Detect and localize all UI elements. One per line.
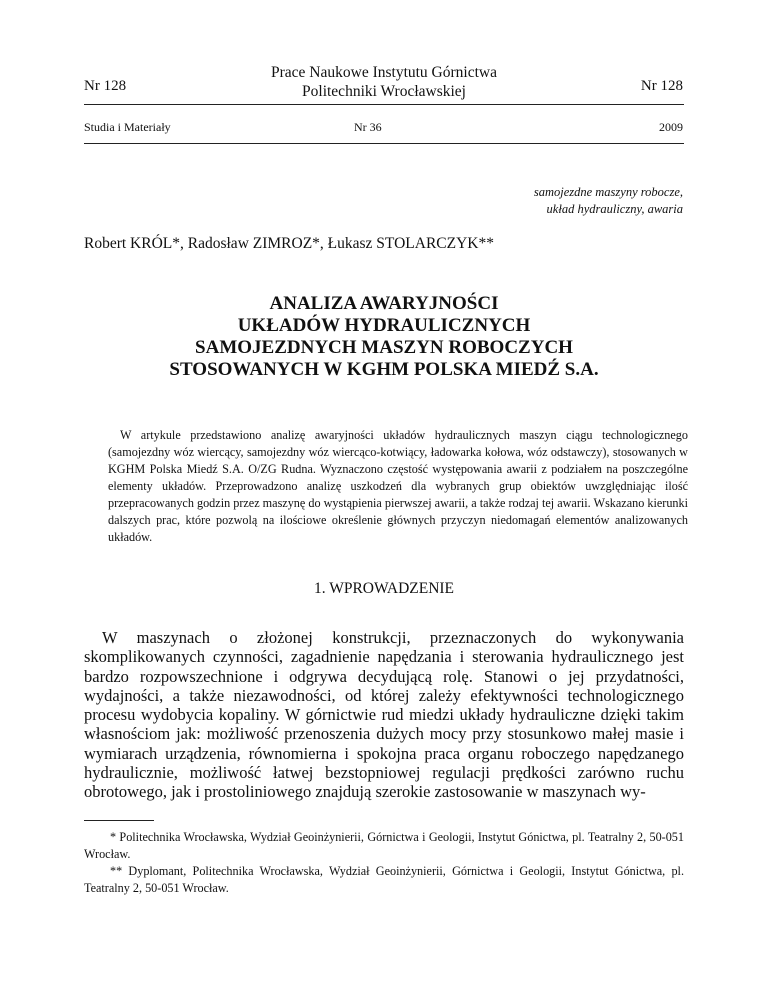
body-paragraph: W maszynach o złożonej konstrukcji, przeznaczonych do wykonywania skomplikowanych czynności, zagadnienie napędzania i sterowania hydraulicznego jest bardzo rozpowszechnione i odgrywa decydującą rolę. Stanowi o jej przydatności, wydajności, a także niezawodności, od której zależy efektywności technologicznego procesu wydobycia kopaliny. W górnictwie rud miedzi układy hydrauliczne dzięki takim własnościom jak: możliwość przenoszenia dużych mocy przy stosunkowo małej masie i wymiarach urządzenia, równomierna i spokojna praca organu roboczego napędzanego hydraulicznie, możliwość łatwej bezstopniowej regulacji prędkości zarówno ruchu obrotowego, jak i prostoliniowego znajdują szerokie zastosowanie w maszynach wy- [84, 628, 684, 802]
paper-title-line2: UKŁADÓW HYDRAULICZNYCH [237, 315, 531, 336]
footnote-2: ** Dyplomant, Politechnika Wrocławska, Wydział Geoinżynierii, Górnictwa i Geologii, Instytut Gónictwa, pl. Teatralny 2, 50-051 Wrocław. [84, 864, 684, 895]
journal-title-line2: Politechniki Wrocławskiej [302, 83, 466, 100]
footnote-1: * Politechnika Wrocławska, Wydział Geoinżynierii, Górnictwa i Geologii, Instytut Gónictwa, pl. Teatralny 2, 50-051 Wrocław. [84, 830, 684, 861]
subheader-divider [84, 143, 684, 144]
journal-title-line1: Prace Naukowe Instytutu Górnictwa [271, 64, 497, 81]
keywords [363, 184, 683, 218]
section-heading: 1. WPROWADZENIE [313, 580, 455, 597]
paper-title-line4: STOSOWANYCH W KGHM POLSKA MIEDŹ S.A. [169, 359, 599, 380]
publication-year: 2009 [659, 120, 683, 134]
abstract: W artykule przedstawiono analizę awaryjności układów hydraulicznych maszyn ciągu technologicznego (samojezdny wóz wiercący, samojezdny wóz wiercąco-kotwiący, ładowarka kołowa, wóz odstawczy), stosowanych w KGHM Polska Miedź S.A. O/ZG Rudna. Wyznaczono częstość występowania awarii z podziałem na poszczególne elementy układów. Przeprowadzono analizę uszkodzeń dla wybranych grup obiektów uwzględniając ilość przepracowanych godzin przez maszynę do wystąpienia pierwszej awarii, a także rodzaj tej awarii. Wskazano kierunki dalszych prac, które pozwolą na ilościowe określenie głównych przyczyn niedomagań elementów analizowanych układów. [108, 428, 688, 544]
footnotes [84, 829, 684, 897]
footnote-divider [84, 820, 154, 821]
header-issue-number-left: Nr 128 [84, 78, 127, 94]
paper-title [84, 293, 684, 381]
authors: Robert KRÓL*, Radosław ZIMROZ*, Łukasz STOLARCZYK** [84, 235, 495, 252]
series-issue: Nr 36 [354, 120, 382, 134]
keywords-line1: samojezdne maszyny robocze, [533, 185, 683, 199]
paper-title-line3: SAMOJEZDNYCH MASZYN ROBOCZYCH [195, 337, 573, 358]
series-name: Studia i Materiały [84, 120, 171, 134]
header-divider [84, 104, 684, 105]
paper-title-line1: ANALIZA AWARYJNOŚCI [269, 293, 499, 314]
header-issue-number-right: Nr 128 [640, 78, 683, 94]
keywords-line2: układ hydrauliczny, awaria [546, 202, 683, 216]
journal-title [250, 63, 518, 101]
